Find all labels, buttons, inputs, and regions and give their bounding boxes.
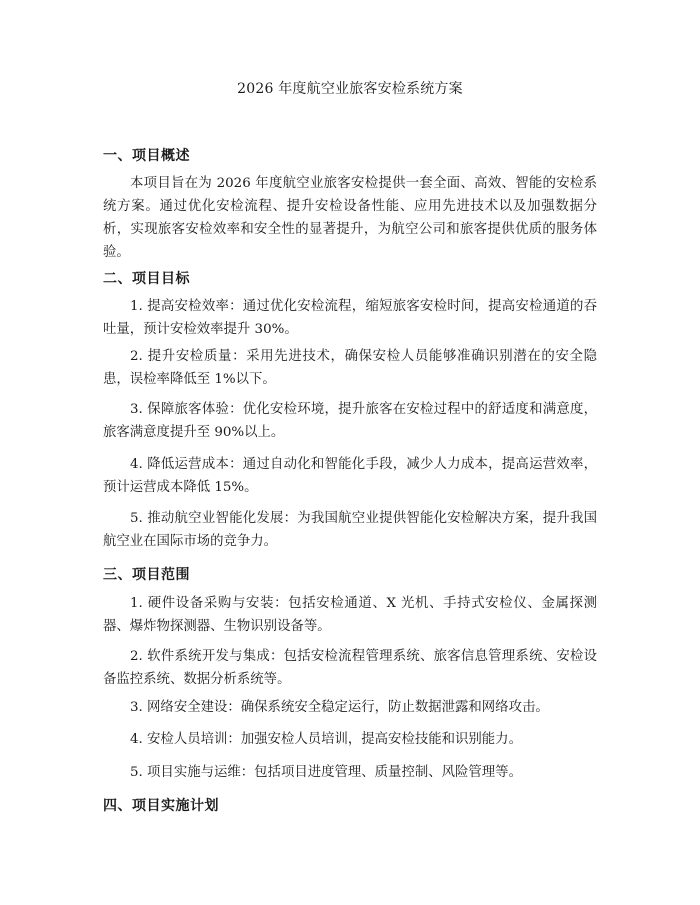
paragraph-overview: 本项目旨在为 2026 年度航空业旅客安检提供一套全面、高效、智能的安检系统方案。通过优化安检流程、提升安检设备性能、应用先进技术以及加强数据分析，实现旅客安检效率和安全性的显著提升，为航空公司和旅客提供优质的服务体验。 <box>103 176 597 260</box>
scope-item-2: 2. 软件系统开发与集成：包括安检流程管理系统、旅客信息管理系统、安检设备监控系统、数据分析系统等。 <box>103 649 597 687</box>
section-heading-scope: 三、项目范围 <box>103 567 190 583</box>
goal-item-5: 5. 推动航空业智能化发展：为我国航空业提供智能化安检解决方案，提升我国航空业在国际市场的竞争力。 <box>103 511 597 549</box>
section-heading-goals: 二、项目目标 <box>103 271 190 287</box>
goal-item-4: 4. 降低运营成本：通过自动化和智能化手段，减少人力成本，提高运营效率，预计运营成本降低 15%。 <box>103 457 597 495</box>
document-title: 2026 年度航空业旅客安检系统方案 <box>237 81 463 97</box>
section-heading-plan: 四、项目实施计划 <box>103 798 219 814</box>
scope-item-4: 4. 安检人员培训：加强安检人员培训，提高安检技能和识别能力。 <box>130 732 522 747</box>
scope-item-1: 1. 硬件设备采购与安装：包括安检通道、X 光机、手持式安检仪、金属探测器、爆炸物探测器、生物识别设备等。 <box>103 596 597 634</box>
section-heading-overview: 一、项目概述 <box>103 148 190 164</box>
scope-item-3: 3. 网络安全建设：确保系统安全稳定运行，防止数据泄露和网络攻击。 <box>130 700 549 715</box>
scope-item-5: 5. 项目实施与运维：包括项目进度管理、质量控制、风险管理等。 <box>130 765 522 780</box>
goal-item-2: 2. 提升安检质量：采用先进技术，确保安检人员能够准确识别潜在的安全隐患，误检率降低至 1%以下。 <box>103 349 597 387</box>
goal-item-1: 1. 提高安检效率：通过优化安检流程，缩短旅客安检时间，提高安检通道的吞吐量，预计安检效率提升 30%。 <box>103 299 597 337</box>
goal-item-3: 3. 保障旅客体验：优化安检环境，提升旅客在安检过程中的舒适度和满意度，旅客满意度提升至 90%以上。 <box>103 402 597 440</box>
